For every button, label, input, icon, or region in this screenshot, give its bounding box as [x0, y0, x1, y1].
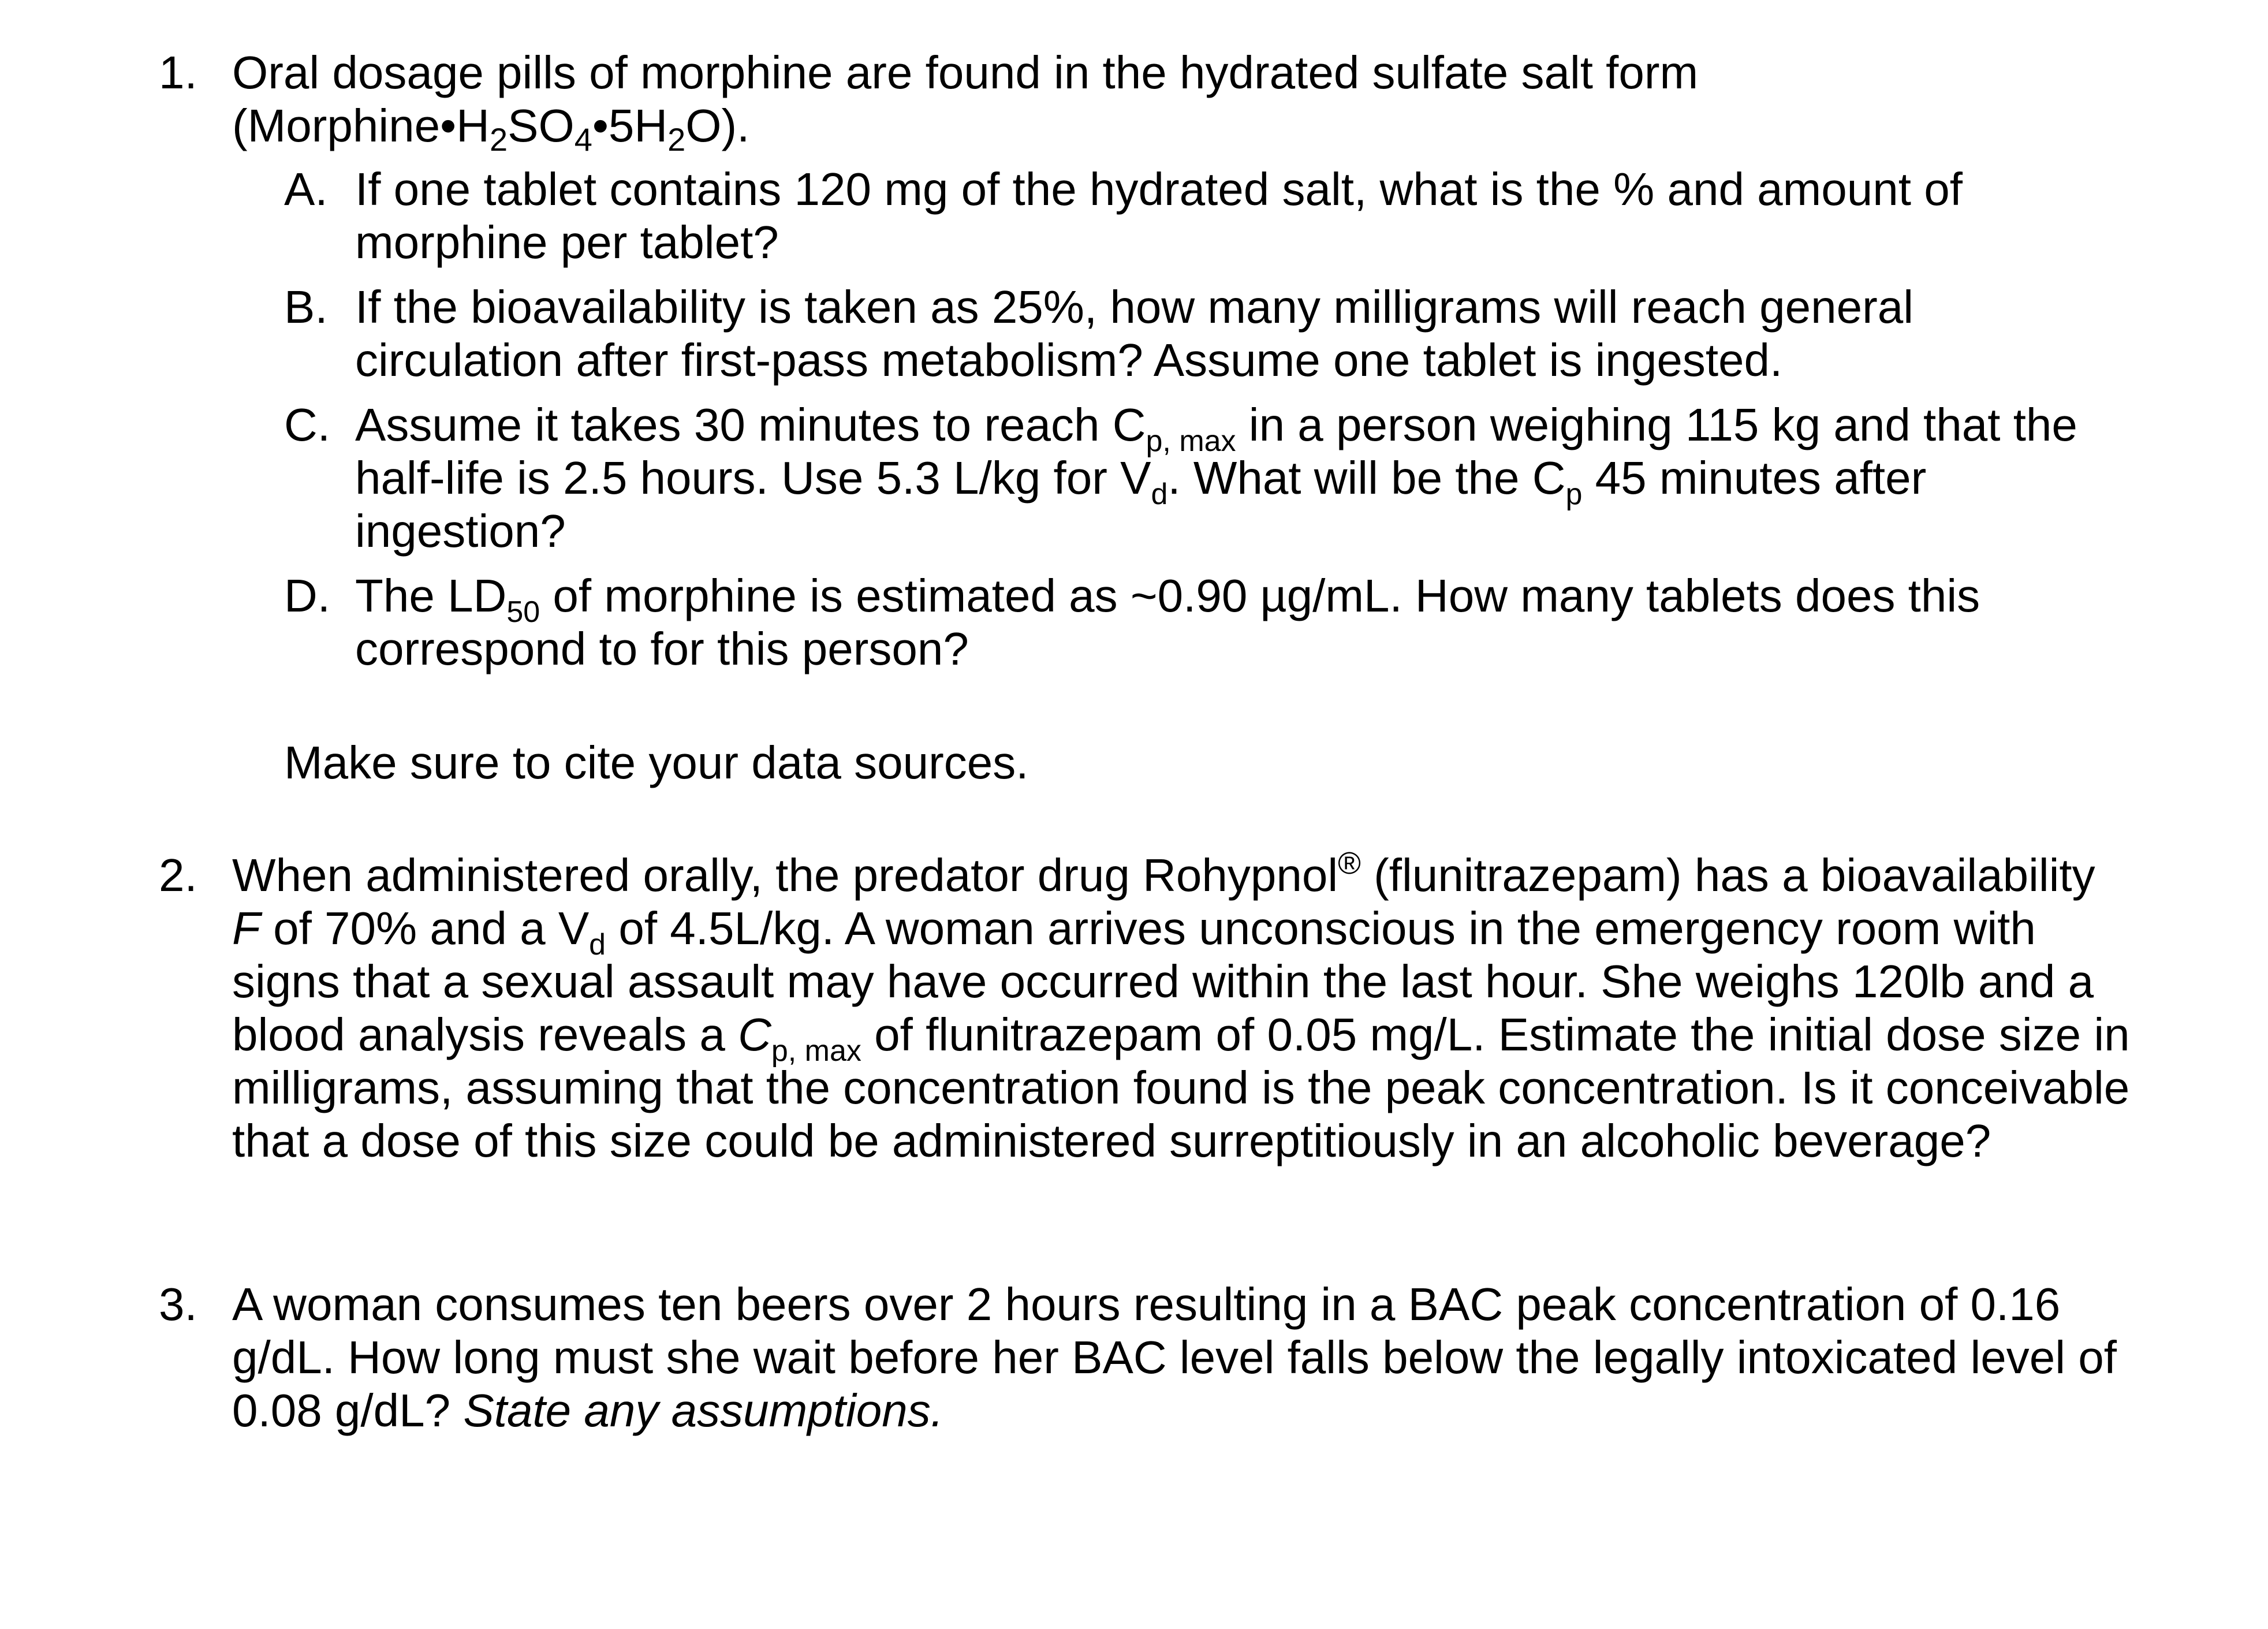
subpart-a-letter: A.: [284, 163, 328, 215]
subpart-b-text: If the bioavailability is taken as 25%, how many milligrams will reach general circulation after first-pass metabolism? Assume one tablet is ingested.: [355, 281, 1913, 386]
question-2-text: When administered orally, the predator drug Rohypnol® (flunitrazepam) has a bioavailability F of 70% and a $V_d$ of 4.5L/kg. A woman arrives unconscious in the emergency room with signs that a sexual assault may have occurred within the last hour. She weighs 120lb and a blood analysis reveals a $C_{p, max}$ of flunitrazepam of 0.05 mg/L. Estimate the initial dose size in milligrams, assuming that the concentration found is the peak concentration. Is it conceivable that a dose of this size could be administered surreptitiously in an alcoholic beverage?: [232, 846, 2130, 1166]
question-3-text: A woman consumes ten beers over 2 hours resulting in a BAC peak concentration of 0.16 g/dL. How long must she wait before her BAC level falls below the legally intoxicated level of 0.08 g/dL? State any assumptions.: [232, 1278, 2117, 1436]
question-3: [159, 1278, 2133, 1437]
subpart-a: [284, 163, 2133, 269]
question-1-number: 1.: [159, 47, 197, 98]
subpart-b: [284, 281, 2133, 387]
subpart-b-letter: B.: [284, 281, 328, 333]
question-2: [159, 846, 2133, 1168]
subpart-c: [284, 398, 2133, 558]
cite-sources-note: Make sure to cite your data sources.: [284, 737, 1029, 788]
subpart-d-text: The $LD_{50}$ of morphine is estimated as ~0.90 µg/mL. How many tablets does this correspond to for this person?: [355, 570, 1980, 674]
subpart-c-letter: C.: [284, 399, 330, 450]
subpart-d: [284, 569, 2133, 676]
question-1-intro: Oral dosage pills of morphine are found in the hydrated sulfate salt form $(Morphine•H_2SO_4•5H_2O)$.: [232, 47, 1699, 158]
assumptions-instruction: State any assumptions.: [463, 1385, 943, 1436]
question-3-number: 3.: [159, 1278, 197, 1330]
question-1-body: [232, 46, 2133, 676]
subpart-a-text: If one tablet contains 120 mg of the hydrated salt, what is the % and amount of morphine per tablet?: [355, 163, 1963, 268]
question-2-number: 2.: [159, 849, 197, 901]
morphine-formula: $(Morphine•H_2SO_4•5H_2O)$.: [232, 100, 750, 158]
question-1-subparts: [284, 163, 2133, 676]
question-1: [159, 46, 2133, 687]
subpart-c-text: Assume it takes 30 minutes to reach $C_{p, max}$ in a person weighing 115 kg and that the half-life is 2.5 hours. Use 5.3 L/kg for $V_d$. What will be the $C_p$ 45 minutes after ingestion?: [355, 399, 2077, 557]
subpart-d-letter: D.: [284, 570, 330, 621]
